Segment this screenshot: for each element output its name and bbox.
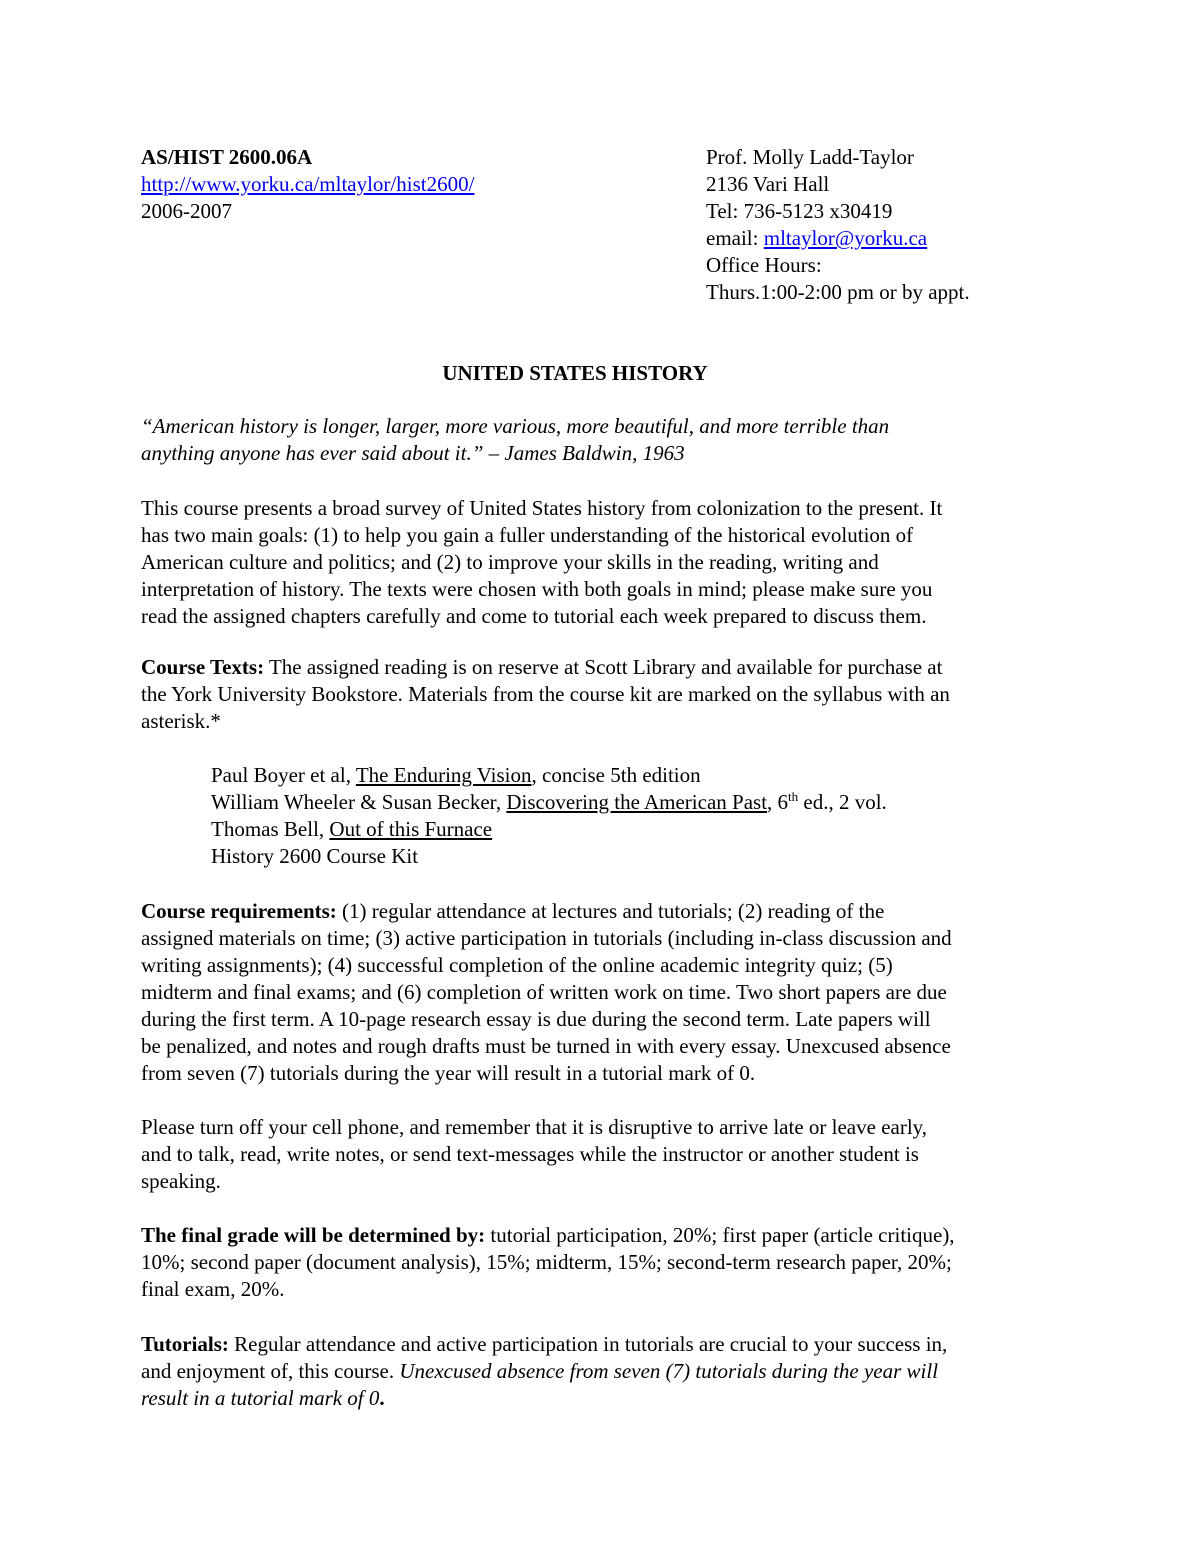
course-kit: History 2600 Course Kit	[211, 844, 419, 868]
intro-line: has two main goals: (1) to help you gain a fuller understanding of the historical evolution of	[141, 523, 914, 547]
tutorials-text: and enjoyment of, this course.	[141, 1359, 400, 1383]
etiquette-section	[141, 1114, 1071, 1195]
course-texts-text: The assigned reading is on reserve at Scott Library and available for purchase at	[264, 655, 943, 679]
grading-text: tutorial participation, 20%; first paper (article critique),	[485, 1223, 955, 1247]
requirements-text: writing assignments); (4) successful completion of the online academic integrity quiz; (5)	[141, 953, 893, 977]
course-texts-label: Course Texts:	[141, 655, 265, 679]
book-title: The Enduring Vision	[355, 763, 532, 787]
tutorials-period: .	[379, 1386, 385, 1410]
book-list	[211, 762, 887, 870]
telephone: Tel: 736-5123 x30419	[706, 199, 893, 223]
course-url-link[interactable]: http://www.yorku.ca/mltaylor/hist2600/	[141, 172, 475, 196]
tutorials-warning: Unexcused absence from seven (7) tutorials during the year will	[399, 1359, 939, 1383]
tutorials-label: Tutorials:	[141, 1332, 229, 1356]
tutorials-warning: result in a tutorial mark of 0	[141, 1386, 380, 1410]
intro-line: interpretation of history. The texts were chosen with both goals in mind; please make sure you	[141, 577, 933, 601]
list-item	[211, 816, 887, 843]
academic-year: 2006-2007	[141, 199, 232, 223]
intro-line: read the assigned chapters carefully and come to tutorial each week prepared to discuss them.	[141, 604, 927, 628]
quote-line-2: anything anyone has ever said about it.”	[141, 441, 484, 465]
book-edition: , 6	[767, 790, 789, 814]
etiquette-text: Please turn off your cell phone, and remember that it is disruptive to arrive late or leave early,	[141, 1115, 928, 1139]
course-texts-section	[141, 654, 1071, 735]
requirements-text: assigned materials on time; (3) active participation in tutorials (including in-class discussion and	[141, 926, 952, 950]
grading-text: 10%; second paper (document analysis), 15%; midterm, 15%; second-term research paper, 20%;	[141, 1250, 952, 1274]
book-edition-superscript: th	[788, 789, 799, 804]
instructor-info	[706, 144, 970, 306]
book-author: Thomas Bell,	[211, 817, 330, 841]
book-title: Discovering the American Past	[506, 790, 768, 814]
requirements-text: during the first term. A 10-page research essay is due during the second term. Late papers will	[141, 1007, 931, 1031]
course-description	[141, 495, 1071, 630]
quote-line-1: “American history is longer, larger, more various, more beautiful, and more terrible than	[141, 414, 890, 438]
requirements-text: midterm and final exams; and (6) completion of written work on time. Two short papers are due	[141, 980, 947, 1004]
email-link[interactable]: mltaylor@yorku.ca	[763, 226, 928, 250]
list-item	[211, 843, 887, 870]
grading-section	[141, 1222, 1071, 1303]
office-hours: Thurs.1:00-2:00 pm or by appt.	[706, 280, 970, 304]
tutorials-text: Regular attendance and active participation in tutorials are crucial to your success in,	[228, 1332, 948, 1356]
epigraph	[141, 413, 1071, 467]
page-title: UNITED STATES HISTORY	[442, 361, 708, 385]
requirements-text: be penalized, and notes and rough drafts must be turned in with every essay. Unexcused absence	[141, 1034, 951, 1058]
requirements-label: Course requirements:	[141, 899, 337, 923]
email-label: email:	[706, 226, 759, 250]
course-code: AS/HIST 2600.06A	[141, 145, 313, 169]
grading-label: The final grade will be determined by:	[141, 1223, 486, 1247]
requirements-text: from seven (7) tutorials during the year will result in a tutorial mark of 0.	[141, 1061, 756, 1085]
list-item	[211, 762, 887, 789]
requirements-text: (1) regular attendance at lectures and tutorials; (2) reading of the	[336, 899, 885, 923]
office-hours-label: Office Hours:	[706, 253, 822, 277]
etiquette-text: and to talk, read, write notes, or send text-messages while the instructor or another student is	[141, 1142, 919, 1166]
intro-line: American culture and politics; and (2) to improve your skills in the reading, writing and	[141, 550, 879, 574]
office-location: 2136 Vari Hall	[706, 172, 830, 196]
book-author: William Wheeler & Susan Becker,	[211, 790, 507, 814]
course-texts-text: the York University Bookstore. Materials from the course kit are marked on the syllabus with an	[141, 682, 950, 706]
page-title-wrap	[0, 360, 1150, 387]
book-title: Out of this Furnace	[329, 817, 493, 841]
etiquette-text: speaking.	[141, 1169, 221, 1193]
requirements-section	[141, 898, 1071, 1087]
grading-text: final exam, 20%.	[141, 1277, 285, 1301]
tutorials-section	[141, 1331, 1071, 1412]
book-author: Paul Boyer et al,	[211, 763, 356, 787]
quote-attribution: – James Baldwin, 1963	[483, 441, 685, 465]
course-info	[141, 144, 474, 225]
intro-line: This course presents a broad survey of United States history from colonization to the present. It	[141, 496, 943, 520]
book-edition-rest: ed., 2 vol.	[798, 790, 887, 814]
course-texts-text: asterisk.*	[141, 709, 221, 733]
book-edition: , concise 5th edition	[531, 763, 701, 787]
professor-name: Prof. Molly Ladd-Taylor	[706, 145, 914, 169]
list-item	[211, 789, 887, 816]
